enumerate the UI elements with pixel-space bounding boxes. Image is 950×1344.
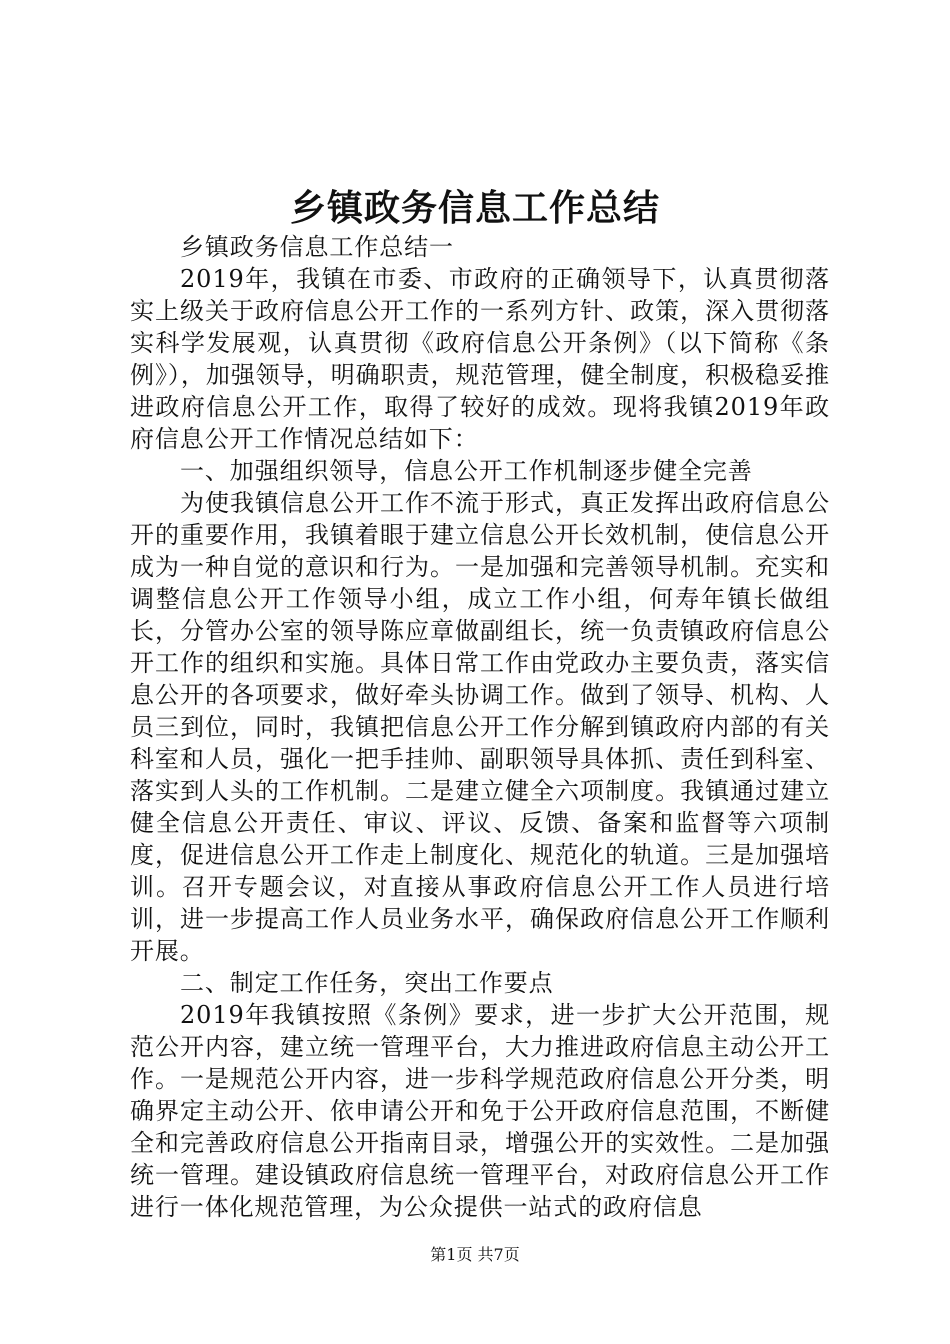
body-paragraph: 2019年，我镇在市委、市政府的正确领导下，认真贯彻落实上级关于政府信息公开工作的一系列方针、政策，深入贯彻落实科学发展观，认真贯彻《政府信息公开条例》（以下简称《条例》），加强领导，明确职责，规范管理，健全制度，积极稳妥推进政府信息公开工作，取得了较好的成效。现将我镇2019年政府信息公开工作情况总结如下： (130, 265, 830, 453)
body-paragraph: 为使我镇信息公开工作不流于形式，真正发挥出政府信息公开的重要作用，我镇着眼于建立信息公开长效机制，使信息公开成为一种自觉的意识和行为。一是加强和完善领导机制。充实和调整信息公开工作领导小组，成立工作小组，何寿年镇长做组长，分管办公室的领导陈应章做副组长，统一负责镇政府信息公开工作的组织和实施。具体日常工作由党政办主要负责，落实信息公开的各项要求，做好牵头协调工作。做到了领导、机构、人员三到位，同时，我镇把信息公开工作分解到镇政府内部的有关科室和人员，强化一把手挂帅、副职领导具体抓、责任到科室、落实到人头的工作机制。二是建立健全六项制度。我镇通过建立健全信息公开责任、审议、评议、反馈、备案和监督等六项制度，促进信息公开工作走上制度化、规范化的轨道。三是加强培训。召开专题会议，对直接从事政府信息公开工作人员进行培训，进一步提高工作人员业务水平，确保政府信息公开工作顺利开展。 (130, 489, 830, 965)
document-title: 乡镇政务信息工作总结 (289, 187, 660, 229)
body-paragraph: 2019年我镇按照《条例》要求，进一步扩大公开范围，规范公开内容，建立统一管理平台，大力推进政府信息主动公开工作。一是规范公开内容，进一步科学规范政府信息公开分类，明确界定主动公开、依申请公开和免于公开政府信息范围，不断健全和完善政府信息公开指南目录，增强公开的实效性。二是加强统一管理。建设镇政府信息统一管理平台，对政府信息公开工作进行一体化规范管理，为公众提供一站式的政府信息 (130, 1001, 830, 1221)
document-body (130, 231, 830, 1223)
section-heading: 一、加强组织领导，信息公开工作机制逐步健全完善 (180, 457, 753, 485)
page-number-footer: 第1页 共7页 (430, 1245, 520, 1264)
section-heading: 二、制定工作任务，突出工作要点 (180, 969, 554, 997)
section-heading: 乡镇政务信息工作总结一 (180, 233, 454, 261)
